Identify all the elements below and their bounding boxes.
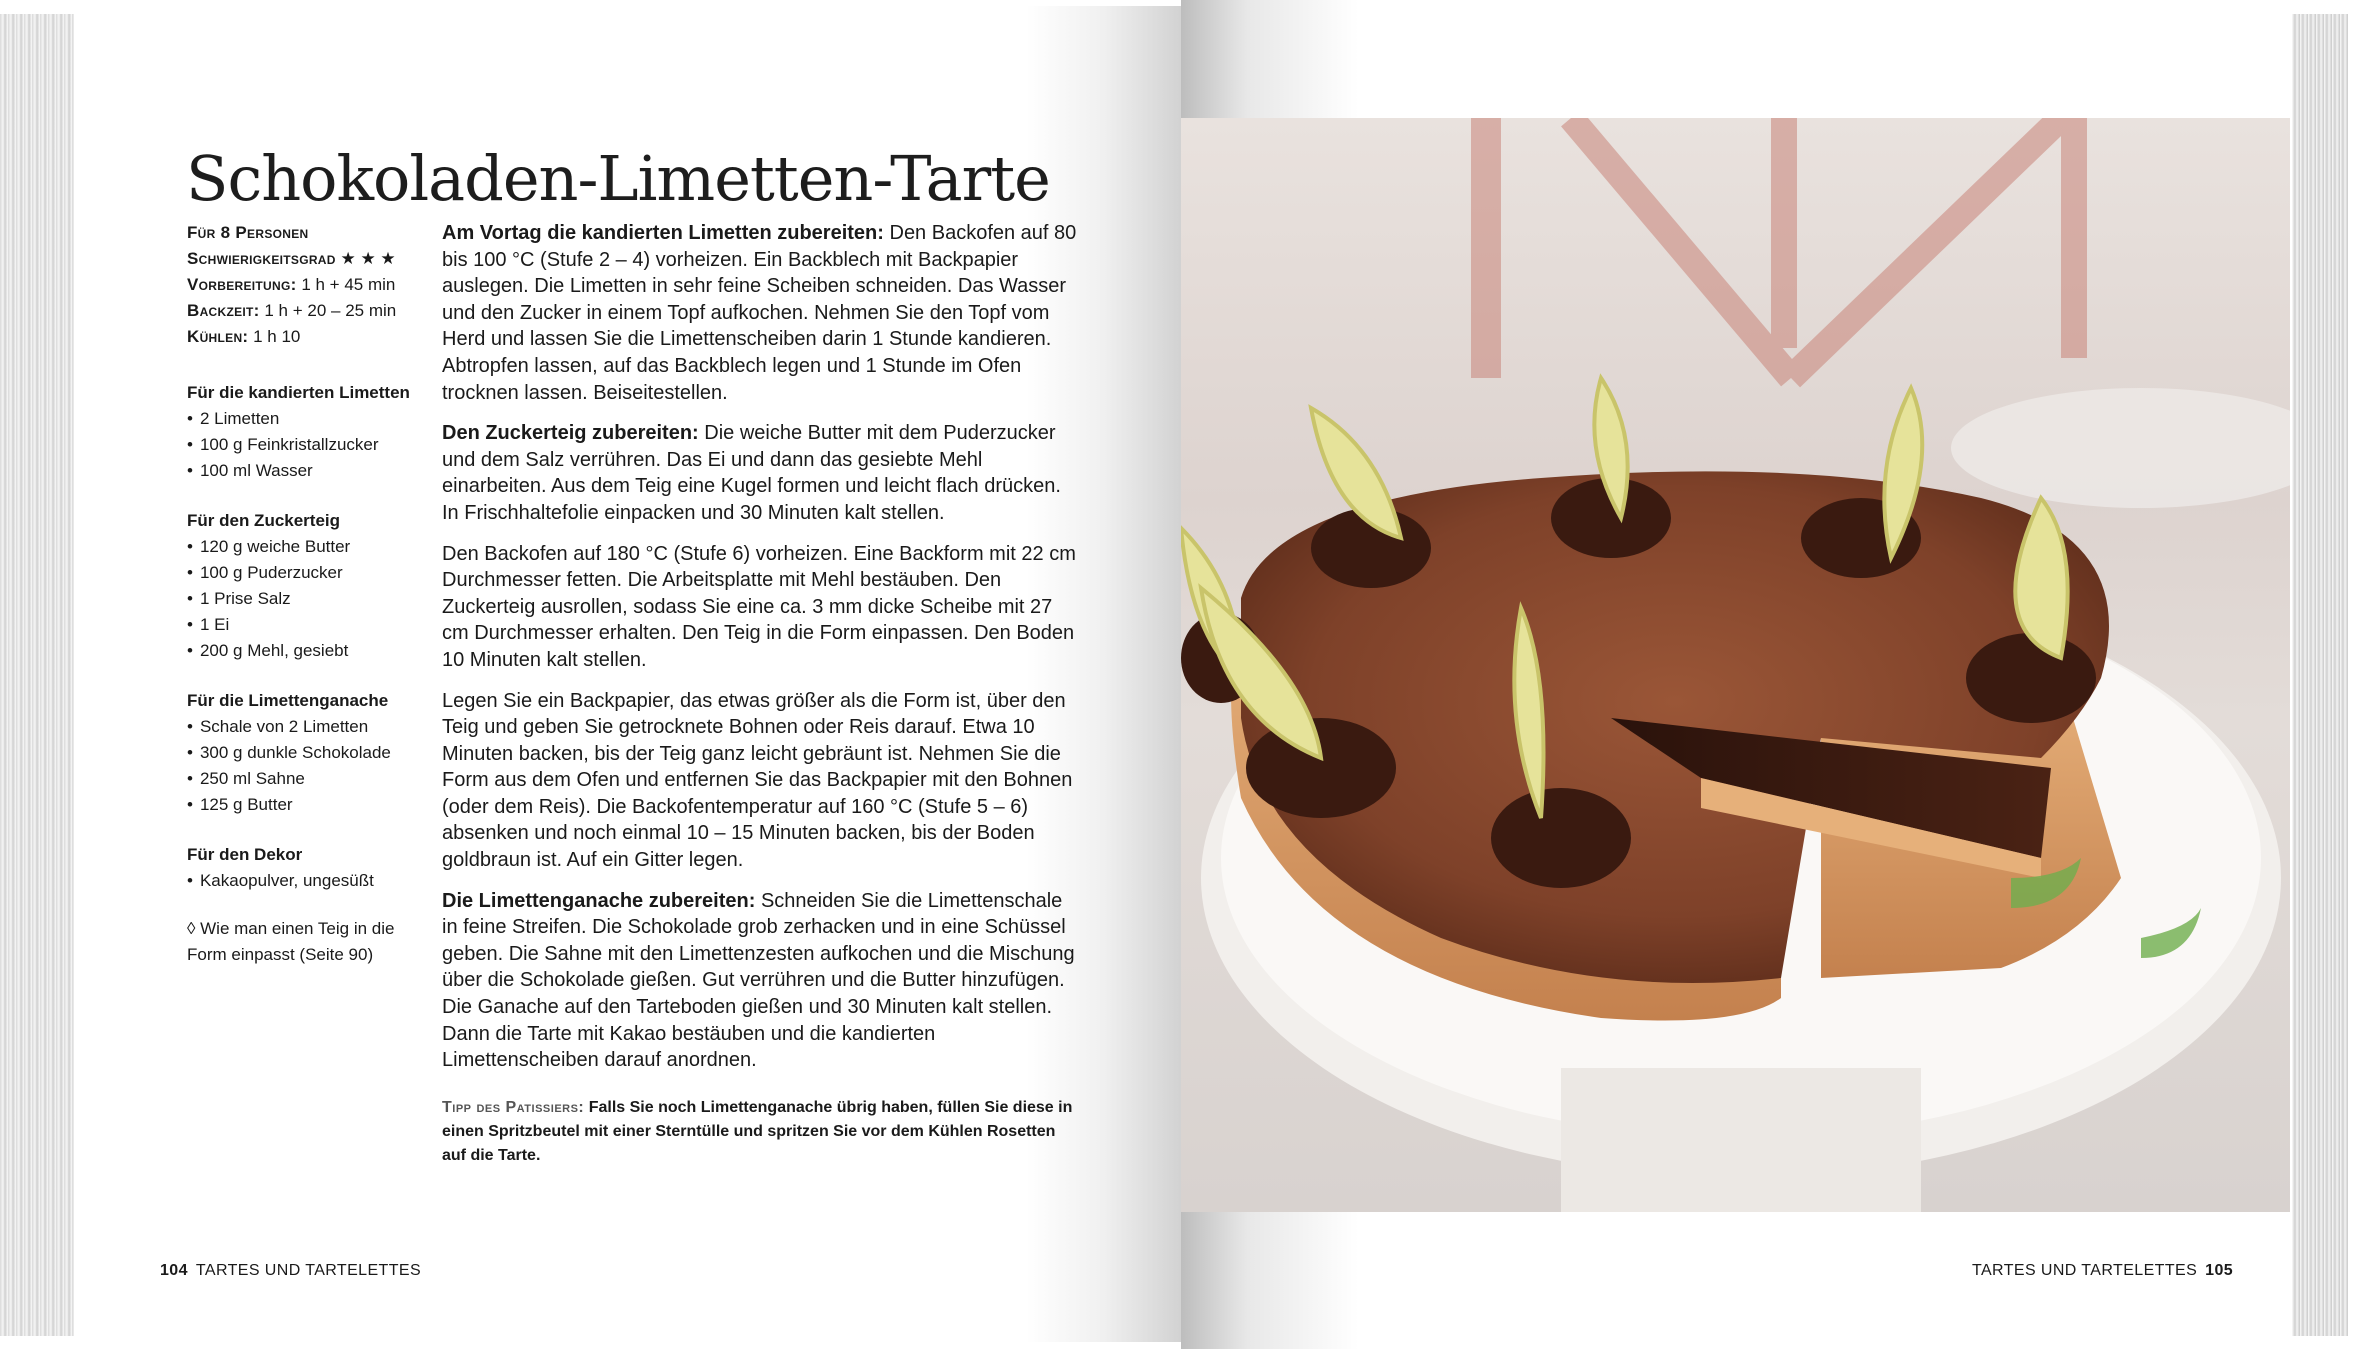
ingredient-item: • Schale von 2 Limetten — [187, 714, 427, 740]
ingredient-item: • 1 Ei — [187, 612, 427, 638]
ingredient-list — [187, 380, 427, 894]
instruction-paragraph — [442, 541, 1082, 674]
folio-left: 104 TARTES UND TARTELETTES — [160, 1262, 422, 1279]
difficulty: Schwierigkeitsgrad ★ ★ ★ — [187, 249, 396, 268]
ingredient-item: • 100 g Feinkristallzucker — [187, 432, 427, 458]
ingredient-item: • 120 g weiche Butter — [187, 534, 427, 560]
ingredient-item: • 250 ml Sahne — [187, 766, 427, 792]
ingredient-item: • 100 ml Wasser — [187, 458, 427, 484]
difficulty-stars: ★ ★ ★ — [340, 249, 396, 268]
servings: Für 8 Personen — [187, 223, 309, 242]
ingredient-item: • 1 Prise Salz — [187, 586, 427, 612]
page-edges-right — [2292, 14, 2348, 1336]
patissier-tip — [442, 1096, 1082, 1168]
ingredient-section — [187, 380, 427, 484]
recipe-title: Schokoladen-Limetten-Tarte — [186, 141, 1050, 215]
prep-time: Vorbereitung: 1 h + 45 min — [187, 275, 396, 294]
instruction-paragraph — [442, 888, 1082, 1074]
bake-time: Backzeit: 1 h + 20 – 25 min — [187, 301, 397, 320]
page-reference: ◊ Wie man einen Teig in die Form einpasst (Seite 90) — [187, 919, 395, 964]
instruction-text: Legen Sie ein Backpapier, das etwas größer als die Form ist, über den Teig und geben Sie getrocknete Bohnen oder Reis darauf. Etwa 10 Minuten backen, bis der Teig ganz leicht gebräunt ist. Nehmen Sie die Form aus dem Ofen und entfernen Sie das Backpapier mit den Bohnen (oder dem Reis). Die Backofentemperatur auf 160 °C (Stufe 5 – 6) absenken und noch einmal 10 – 15 Minuten backen, bis der Boden goldbraun ist. Auf ein Gitter legen. — [442, 689, 1073, 872]
ingredient-item: • 100 g Puderzucker — [187, 560, 427, 586]
chill-time: Kühlen: 1 h 10 — [187, 327, 301, 346]
instruction-lead: Den Zuckerteig zubereiten: — [442, 422, 699, 445]
page-edges-left — [0, 14, 75, 1336]
ingredient-item: • 2 Limetten — [187, 406, 427, 432]
tarte-illustration — [1181, 118, 2290, 1212]
instruction-lead: Am Vortag die kandierten Limetten zubereiten: — [442, 222, 884, 244]
chair-background — [1471, 118, 2087, 378]
instruction-text: Schneiden Sie die Limettenschale in feine Streifen. Die Schokolade grob zerhacken und in eine Schüssel geben. Die Sahne mit den Limettenzesten aufkochen und die Mischung über die Schokolade gießen. Gut verrühren und die Butter hinzufügen. Die Ganache auf den Tarteboden gießen und 30 Minuten kalt stellen. Dann die Tarte mit Kakao bestäuben und die kandierten Limettenscheiben darauf anordnen. — [442, 889, 1075, 1072]
ingredient-item: • 200 g Mehl, gesiebt — [187, 638, 427, 664]
tarte-photo — [1181, 118, 2290, 1212]
ingredient-section — [187, 508, 427, 664]
recipe-sidebar — [187, 220, 427, 968]
tip-label: Tipp des Patissiers: — [442, 1098, 585, 1116]
recipe-meta — [187, 220, 427, 350]
instruction-lead: Die Limettenganache zubereiten: — [442, 889, 756, 912]
ingredient-heading: Für die kandierten Limetten — [187, 383, 410, 402]
instruction-paragraph — [442, 420, 1082, 526]
ingredient-section — [187, 842, 427, 894]
instruction-text: Die weiche Butter mit dem Puderzucker und dem Salz verrühren. Das Ei und dann das gesiebte Mehl einarbeiten. Aus dem Teig eine Kugel formen und leicht flach drücken. In Frischhaltefolie einpacken und 30 Minuten kalt stellen. — [442, 422, 1061, 524]
instruction-paragraph — [442, 688, 1082, 874]
ingredient-item: • Kakaopulver, ungesüßt — [187, 868, 427, 894]
ingredient-heading: Für die Limettenganache — [187, 691, 389, 710]
recipe-instructions — [442, 220, 1082, 1168]
ingredient-item: • 125 g Butter — [187, 792, 427, 818]
instruction-text: Den Backofen auf 180 °C (Stufe 6) vorheizen. Eine Backform mit 22 cm Durchmesser fetten. Die Arbeitsplatte mit Mehl bestäuben. Den Zuckerteig ausrollen, sodass Sie eine ca. 3 mm dicke Scheibe mit 27 cm Durchmesser erhalten. Den Teig in die Form einpassen. Den Boden 10 Minuten kalt stellen. — [442, 542, 1076, 671]
ingredient-item: • 300 g dunkle Schokolade — [187, 740, 427, 766]
ingredient-section — [187, 688, 427, 818]
instruction-text: Den Backofen auf 80 bis 100 °C (Stufe 2 – 4) vorheizen. Ein Backblech mit Backpapier auslegen. Die Limetten in sehr feine Scheiben schneiden. Das Wasser und den Zucker in einem Topf aufkochen. Nehmen Sie den Topf vom Herd und lassen Sie die Limettenscheiben darin 1 Stunde kandieren. Abtropfen lassen, auf das Backblech legen und 1 Stunde im Ofen trocknen lassen. Beiseitestellen. — [442, 222, 1077, 404]
ingredient-heading: Für den Zuckerteig — [187, 511, 341, 530]
instruction-paragraph — [442, 220, 1082, 406]
folio-right: TARTES UND TARTELETTES 105 — [1972, 1262, 2234, 1279]
ingredient-heading: Für den Dekor — [187, 845, 303, 864]
tip-text: Falls Sie noch Limettenganache übrig haben, füllen Sie diese in einen Spritzbeutel mit einer Sterntülle und spritzen Sie vor dem Kühlen Rosetten auf die Tarte. — [442, 1098, 1073, 1164]
